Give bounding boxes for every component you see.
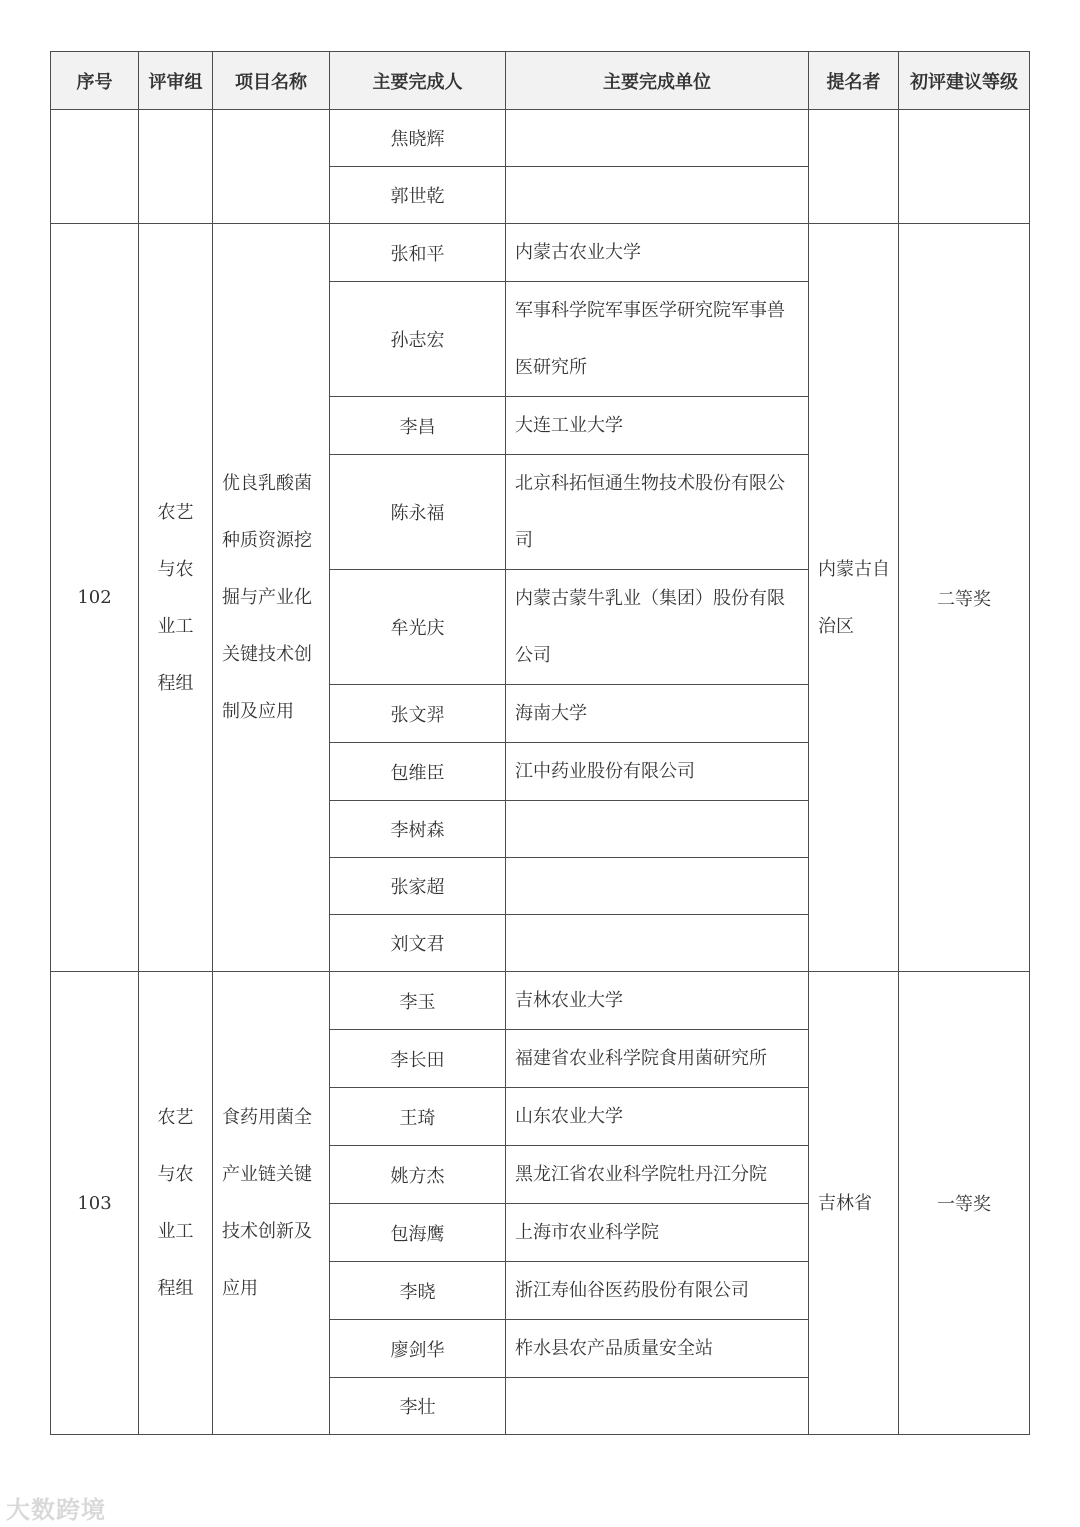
nominator: 内蒙古自治区: [809, 224, 899, 972]
nominator-cell: [809, 110, 899, 224]
table-row: [51, 110, 1030, 167]
person-name: 王琦: [330, 1088, 506, 1146]
header-unit: 主要完成单位: [506, 52, 809, 110]
person-name: 包维臣: [330, 743, 506, 801]
person-unit: [506, 915, 809, 972]
person-name: 李长田: [330, 1030, 506, 1088]
table-row: [51, 224, 1030, 282]
person-unit: 上海市农业科学院: [506, 1204, 809, 1262]
award-level: 二等奖: [899, 224, 1030, 972]
person-unit: 大连工业大学: [506, 397, 809, 455]
review-group: 农艺与农业工程组: [139, 224, 213, 972]
person-unit: [506, 1378, 809, 1435]
nominator: 吉林省: [809, 972, 899, 1435]
person-unit: 内蒙古农业大学: [506, 224, 809, 282]
person-unit: 山东农业大学: [506, 1088, 809, 1146]
person-unit: 北京科拓恒通生物技术股份有限公司: [506, 455, 809, 570]
person-name: 陈永福: [330, 455, 506, 570]
header-project: 项目名称: [213, 52, 330, 110]
person-name: 廖剑华: [330, 1320, 506, 1378]
group-cell: [139, 110, 213, 224]
person-name: 李玉: [330, 972, 506, 1030]
person-name: 张家超: [330, 858, 506, 915]
review-group: 农艺与农业工程组: [139, 972, 213, 1435]
person-unit: 军事科学院军事医学研究院军事兽医研究所: [506, 282, 809, 397]
award-table: [50, 51, 1030, 1435]
header-no: 序号: [51, 52, 139, 110]
person-name: 李昌: [330, 397, 506, 455]
table-header-row: [51, 52, 1030, 110]
person-name: 包海鹰: [330, 1204, 506, 1262]
no-cell: [51, 110, 139, 224]
person-name: 张文羿: [330, 685, 506, 743]
header-group: 评审组: [139, 52, 213, 110]
project-cell: [213, 110, 330, 224]
person-name: 张和平: [330, 224, 506, 282]
person-name: 李树森: [330, 801, 506, 858]
project-number: 102: [51, 224, 139, 972]
table-body: [51, 110, 1030, 1435]
person-name: 姚方杰: [330, 1146, 506, 1204]
person-name: 焦晓辉: [330, 110, 506, 167]
person-unit: 浙江寿仙谷医药股份有限公司: [506, 1262, 809, 1320]
person-unit: [506, 801, 809, 858]
person-unit: [506, 858, 809, 915]
person-unit: 福建省农业科学院食用菌研究所: [506, 1030, 809, 1088]
project-name: 食药用菌全产业链关键技术创新及应用: [213, 972, 330, 1435]
person-unit: 黑龙江省农业科学院牡丹江分院: [506, 1146, 809, 1204]
level-cell: [899, 110, 1030, 224]
project-number: 103: [51, 972, 139, 1435]
project-name: 优良乳酸菌种质资源挖掘与产业化关键技术创制及应用: [213, 224, 330, 972]
header-nominator: 提名者: [809, 52, 899, 110]
watermark: 大数跨境: [6, 1496, 106, 1524]
person-unit: [506, 167, 809, 224]
person-name: 刘文君: [330, 915, 506, 972]
award-level: 一等奖: [899, 972, 1030, 1435]
person-unit: 内蒙古蒙牛乳业（集团）股份有限公司: [506, 570, 809, 685]
person-unit: 江中药业股份有限公司: [506, 743, 809, 801]
person-unit: 柞水县农产品质量安全站: [506, 1320, 809, 1378]
table-row: [51, 972, 1030, 1030]
person-name: 牟光庆: [330, 570, 506, 685]
person-name: 李壮: [330, 1378, 506, 1435]
person-unit: [506, 110, 809, 167]
person-name: 郭世乾: [330, 167, 506, 224]
person-name: 李晓: [330, 1262, 506, 1320]
person-name: 孙志宏: [330, 282, 506, 397]
person-unit: 吉林农业大学: [506, 972, 809, 1030]
header-level: 初评建议等级: [899, 52, 1030, 110]
person-unit: 海南大学: [506, 685, 809, 743]
header-person: 主要完成人: [330, 52, 506, 110]
